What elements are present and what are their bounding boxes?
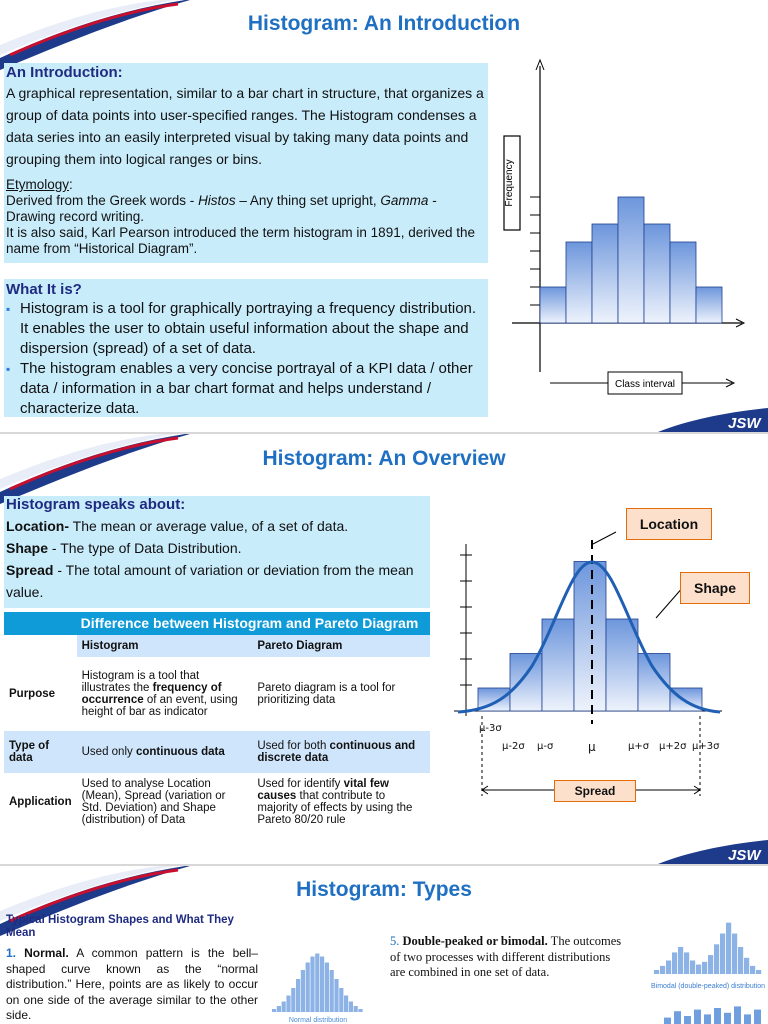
bimodal-distribution-chart — [648, 914, 768, 1024]
histogram-bar — [354, 1006, 358, 1012]
histogram-bar — [510, 654, 542, 712]
histogram-bar — [754, 1010, 761, 1024]
histogram-bar — [720, 934, 725, 975]
normal-distribution-chart — [268, 940, 368, 1024]
histogram-bar — [291, 988, 295, 1012]
sigma-label: μ+σ — [628, 741, 650, 752]
table-title: Difference between Histogram and Pareto Diagram — [77, 612, 430, 635]
etymology-text-3: - Drawing record writing. — [6, 193, 437, 224]
histogram-bar — [349, 1002, 353, 1013]
normal-caption: Normal distribution — [288, 1017, 348, 1024]
item-text: A common pattern is the bell–shaped curve known as the “normal distribution.” Here, points are as likely to occur on one side of the average similar to the other side. — [6, 946, 258, 1022]
item-title: Double-peaked or bimodal. — [402, 934, 548, 948]
row-label: Type of data — [4, 731, 77, 773]
what-box — [4, 279, 488, 417]
sigma-label: μ-2σ — [502, 741, 525, 752]
bimodal-caption: Bimodal (double-peaked) distribution — [650, 983, 766, 990]
histogram-bar — [696, 965, 701, 974]
location-text: The mean or average value, of a set of data. — [69, 518, 349, 534]
histogram-bar — [726, 923, 731, 974]
slide-types — [0, 866, 768, 1024]
histogram-bars — [664, 1006, 761, 1024]
y-axis-label: Frequency — [504, 159, 515, 207]
pareto-cell — [252, 731, 430, 773]
histogram-bar — [277, 1006, 281, 1012]
etymology-text-2: – Any thing set upright, — [235, 193, 381, 208]
jsw-logo-icon — [658, 398, 768, 432]
histogram-bar — [358, 1009, 362, 1012]
etymology-text-1: Derived from the Greek words - — [6, 193, 199, 208]
jsw-logo-icon — [658, 830, 768, 864]
table-row — [4, 731, 430, 773]
histogram-bar — [724, 1013, 731, 1024]
comparison-table — [4, 612, 430, 831]
histogram-bar — [574, 562, 606, 712]
location-label: Location- — [6, 518, 69, 534]
intro-heading: An Introduction: — [6, 64, 123, 81]
histogram-bar — [334, 979, 338, 1012]
spread-text: - The total amount of variation or deviation from the mean value. — [6, 562, 414, 600]
svg-text:JSW: JSW — [728, 415, 761, 432]
cell-bold: vital few causes — [257, 778, 389, 802]
histogram-bar — [566, 242, 592, 323]
item-number: 1. — [6, 946, 17, 960]
histogram-bar — [301, 970, 305, 1012]
normal-curve-diagram — [452, 496, 752, 810]
types-subheading: Typical Histogram Shapes and What They Mean — [6, 914, 234, 939]
histogram-bar — [744, 958, 749, 974]
histogram-diagram — [496, 56, 756, 402]
table-title-row — [4, 612, 430, 635]
histogram-bar — [674, 1011, 681, 1024]
item-title: Normal. — [24, 946, 69, 960]
x-axis-label: Class interval — [614, 379, 676, 390]
cell-bold: continuous and discrete data — [257, 740, 416, 764]
spread-label: Spread — [6, 562, 54, 578]
histogram-bar — [310, 957, 314, 1013]
item-number: 5. — [390, 934, 400, 948]
shape-callout: Shape — [680, 572, 750, 604]
histogram-bar — [330, 970, 334, 1012]
histogram-bar — [618, 197, 644, 323]
pareto-cell — [252, 657, 430, 731]
histogram-bar — [306, 963, 310, 1013]
etymology-colon: : — [69, 177, 73, 192]
histogram-bars — [654, 923, 761, 974]
intro-box — [4, 63, 488, 263]
location-pointer — [593, 532, 616, 544]
histogram-bar — [690, 961, 695, 975]
etymology-heading: Etymology — [6, 177, 70, 192]
item-text: The outcomes of two processes with different distributions are combined in one set of data. — [390, 934, 622, 979]
histogram-bar — [644, 224, 670, 323]
table-header-row — [4, 635, 430, 657]
histogram-bars — [540, 197, 722, 323]
histogram-cell — [77, 773, 253, 831]
etymology-histos: Histos — [198, 193, 236, 208]
bullet-item: ▪ The histogram enables a very concise portrayal of a KPI data / other data / information in a bar chart format and helps understand / characterize data. — [6, 359, 484, 419]
histogram-bar — [666, 961, 671, 975]
histogram-bar — [732, 934, 737, 975]
histogram-bar — [678, 947, 683, 974]
location-callout: Location — [626, 508, 712, 540]
histogram-bar — [344, 996, 348, 1013]
histogram-bar — [702, 962, 707, 974]
cell-text: of an event, using height of bar as indicator — [81, 694, 238, 718]
histogram-bar — [714, 1008, 721, 1024]
bullet-item: ▪ Histogram is a tool for graphically portraying a frequency distribution. It enables the user to obtain useful information about the shape and dispersion (spread) of a set of data. — [6, 299, 484, 359]
shape-label: Shape — [6, 540, 49, 556]
svg-text:JSW: JSW — [728, 847, 761, 864]
histogram-bar — [750, 966, 755, 974]
histogram-bar — [339, 988, 343, 1012]
histogram-bar — [714, 944, 719, 974]
histogram-bar — [670, 242, 696, 323]
histogram-bar — [696, 287, 722, 323]
histogram-bar — [734, 1006, 741, 1024]
cell-text: Used only — [81, 746, 136, 758]
row-label: Application — [4, 773, 77, 831]
cell-text: Used to analyse Location (Mean), Spread (variation or Std. Deviation) and Shape (distribution) of Data — [81, 778, 226, 826]
histogram-bar — [744, 1014, 751, 1024]
histogram-bar — [684, 952, 689, 974]
histogram-bar — [684, 1016, 691, 1024]
cell-text: Used for identify — [257, 778, 344, 790]
sigma-label: μ-σ — [537, 741, 554, 752]
histogram-bar — [315, 954, 319, 1013]
histogram-bar — [708, 955, 713, 974]
cell-text: Used for both — [257, 740, 330, 752]
cell-text: that contribute to majority of effects by using the Pareto 80/20 rule — [257, 790, 413, 826]
y-ticks — [530, 197, 540, 305]
histogram-bar — [664, 1018, 671, 1024]
table-row — [4, 657, 430, 731]
speaks-box — [4, 496, 430, 608]
etymology-gamma: Gamma — [380, 193, 429, 208]
histogram-bar — [325, 963, 329, 1013]
cell-text: Pareto diagram is a tool for prioritizing data — [257, 682, 396, 706]
normal-item — [6, 946, 258, 1024]
histogram-bar — [654, 970, 659, 974]
col-histogram: Histogram — [77, 635, 253, 657]
histogram-bar — [320, 957, 324, 1013]
histogram-bar — [286, 996, 290, 1013]
etymology-text-4: It is also said, Karl Pearson introduced the term histogram in 1891, derived the name from “Historical Diagram”. — [6, 225, 475, 256]
histogram-cell — [77, 731, 253, 773]
sigma-label: μ+3σ — [692, 741, 720, 752]
col-pareto: Pareto Diagram — [252, 635, 430, 657]
histogram-bar — [738, 947, 743, 974]
histogram-bar — [694, 1010, 701, 1024]
speaks-heading: Histogram speaks about: — [6, 496, 186, 513]
histogram-bar — [672, 952, 677, 974]
histogram-bar — [542, 619, 574, 711]
histogram-bar — [606, 619, 638, 711]
sigma-label: μ-3σ — [479, 723, 502, 734]
row-label: Purpose — [4, 657, 77, 731]
slide-overview — [0, 434, 768, 864]
histogram-bar — [592, 224, 618, 323]
shape-text: - The type of Data Distribution. — [48, 540, 242, 556]
histogram-bar — [272, 1009, 276, 1012]
sigma-label: μ — [588, 740, 596, 754]
what-heading: What It is? — [6, 281, 82, 298]
histogram-bar — [282, 1002, 286, 1013]
spread-callout: Spread — [554, 780, 636, 802]
page-title: Histogram: An Introduction — [247, 12, 521, 35]
histogram-bar — [756, 970, 761, 974]
histogram-cell — [77, 657, 253, 731]
page-title: Histogram: An Overview — [262, 447, 506, 470]
bimodal-item — [390, 934, 622, 981]
etymology-block — [6, 177, 484, 257]
histogram-bar — [296, 979, 300, 1012]
table-row — [4, 773, 430, 831]
cell-bold: frequency of occurrence — [81, 682, 222, 706]
what-bullets — [6, 299, 484, 419]
cell-bold: continuous data — [135, 746, 225, 758]
histogram-bar — [660, 966, 665, 974]
histogram-bar — [540, 287, 566, 323]
slide-introduction — [0, 0, 768, 432]
histogram-bars — [272, 954, 363, 1013]
sigma-label: μ+2σ — [659, 741, 687, 752]
intro-text: A graphical representation, similar to a bar chart in structure, that organizes a group of data points into user-specified ranges. The Histogram condenses a data series into an easily interpreted visual by taking many data points and grouping them into logical ranges or bins. — [6, 85, 484, 167]
cell-text: Histogram is a tool that illustrates the — [81, 670, 200, 694]
histogram-bar — [704, 1014, 711, 1024]
pareto-cell — [252, 773, 430, 831]
page-title: Histogram: Types — [296, 878, 472, 901]
speaks-text — [6, 515, 426, 603]
